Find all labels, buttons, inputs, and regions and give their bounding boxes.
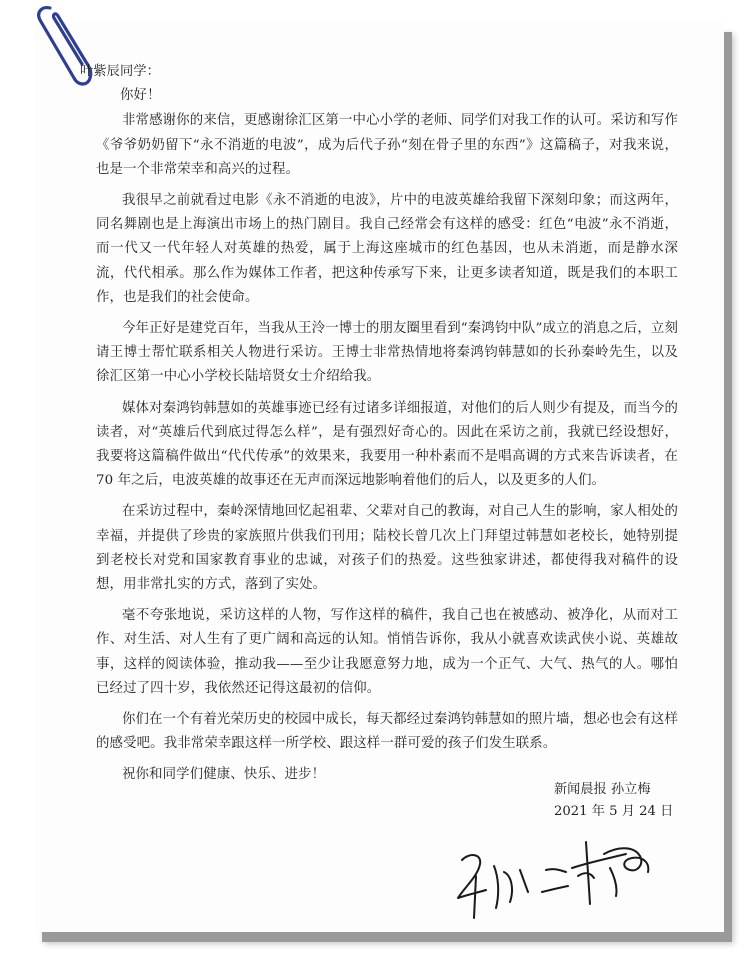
- handwritten-signature: [450, 832, 690, 924]
- paragraph: 媒体对秦鸿钧韩慧如的英雄事迹已经有过诸多详细报道，对他们的后人则少有提及，而当今的读者，对“英雄后代到底过得怎么样”，是有强烈好奇心的。因此在采访之前，我就已经设想好，我要将这篇稿件做出“代代传承”的效果来，我要用一种朴素而不是唱高调的方式来告诉读者，在 70 年之后，电波英雄的故事还在无声而深远地影响着他们的后人，以及更多的人们。: [96, 400, 678, 489]
- paragraph: 毫不夸张地说，采访这样的人物，写作这样的稿件，我自己也在被感动、被净化，从而对工作、对生活、对人生有了更广阔和高远的认知。悄悄告诉你，我从小就喜欢读武侠小说、英雄故事，这样的阅读体验，推动我——至少让我愿意努力地，成为一个正气、大气、热气的人。哪怕已经过了四十岁，我依然还记得这最初的信仰。: [96, 608, 678, 696]
- paragraph: 你们在一个有着光荣历史的校园中成长，每天都经过秦鸿钧韩慧如的照片墙，想必也会有这样的感受吧。我非常荣幸跟这样一所学校、跟这样一群可爱的孩子们发生联系。: [96, 712, 678, 752]
- greeting: 你好！: [120, 88, 161, 104]
- paragraph: 今年正好是建党百年，当我从王泠一博士的朋友圈里看到“秦鸿钧中队”成立的消息之后，立刻请王博士帮忙联系相关人物进行采访。王博士非常热情地将秦鸿钧韩慧如的长孙秦岭先生，以及徐汇区第一中心小学校长陆培贤女士介绍给我。: [96, 321, 678, 385]
- closing-wish: 祝你和同学们健康、快乐、进步！: [122, 767, 326, 783]
- letter-date: 2021 年 5 月 24 日: [554, 804, 674, 819]
- paragraph: 我很早之前就看过电影《永不消逝的电波》，片中的电波英雄给我留下深刻印象；而这两年，同名舞剧也是上海演出市场上的热门剧目。我自己经常会有这样的感受：红色“电波”永不消逝，而一代又一代年轻人对英雄的热爱，属于上海这座城市的红色基因，也从未消逝，而是静水深流，代代相承。那么作为媒体工作者，把这种传承写下来，让更多读者知道，既是我们的本职工作，也是我们的社会使命。: [96, 193, 678, 305]
- paragraph: 非常感谢你的来信，更感谢徐汇区第一中心小学的老师、同学们对我工作的认可。采访和写作《爷爷奶奶留下“永不消逝的电波”，成为后代子孙“刻在骨子里的东西”》这篇稿子，对我来说，也是一个非常荣幸和高兴的过程。: [96, 113, 678, 177]
- signoff: 新闻晨报 孙立梅: [554, 782, 651, 797]
- paragraph: 在采访过程中，秦岭深情地回忆起祖辈、父辈对自己的教诲，对自己人生的影响，家人相处的幸福，并提供了珍贵的家族照片供我们刊用；陆校长曾几次上门拜望过韩慧如老校长，她特别提到老校长对党和国家教育事业的忠诚，对孩子们的热爱。这些独家讲述，都使得我对稿件的设想，用非常扎实的方式，落到了实处。: [96, 504, 678, 593]
- salutation: 叶紫辰同学：: [80, 64, 161, 79]
- letter-body: [80, 60, 678, 795]
